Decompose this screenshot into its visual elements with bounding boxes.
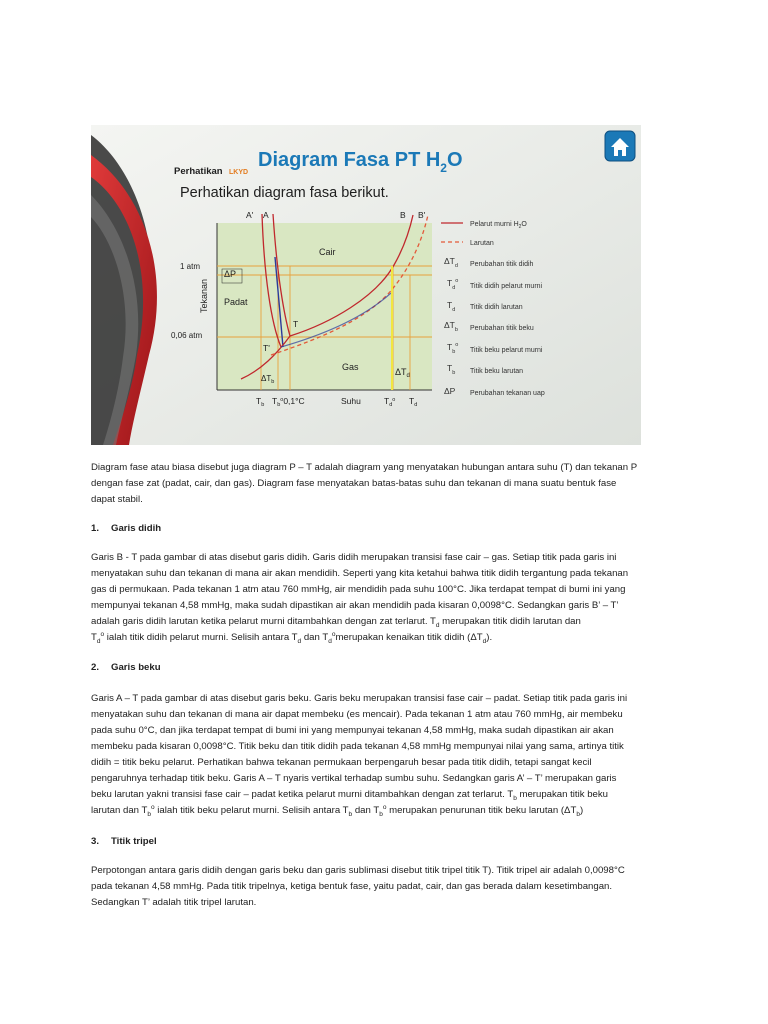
region-solid: Padat: [224, 297, 248, 307]
legend-symbol-8: ΔP: [444, 386, 456, 396]
legend-symbol-3: $T_d^o$: [447, 278, 459, 291]
point-label-a: A: [263, 210, 269, 220]
text-line: menyatakan suhu dan tekanan di mana air akan mendidih. Seperti yang kita ketahui bahwa titik didih tergantung pada tekanan: [91, 568, 629, 579]
legend-symbol-4: $T_d$: [447, 300, 456, 313]
y-tick-006atm: 0,06 atm: [171, 331, 203, 340]
text-line: Garis B - T pada gambar di atas disebut garis didih. Garis didih merupakan transisi fase cair – gas. Setiap titik pada garis ini: [91, 552, 617, 563]
x-axis-label: Suhu: [341, 396, 361, 406]
legend-symbol-6: $T_b^o$: [447, 342, 459, 355]
legend-text-0: Pelarut murni $H_2O$: [470, 221, 527, 230]
section-title: Garis beku: [111, 662, 161, 673]
text-line: gas di permukaan. Pada tekanan 1 atm atau 760 mmHg, air mendidih pada suhu 100°C. Jika terdapat tempat di bumi ini yang: [91, 584, 626, 595]
delta-tb-label: $\Delta T_b$: [261, 374, 275, 385]
point-label-t: T: [293, 319, 299, 329]
brand-text: Perhatikan: [174, 166, 223, 177]
x-tick-tb: $T_b$: [256, 396, 265, 408]
legend-symbol-5: $\Delta T_b$: [444, 320, 458, 333]
slide-title: Diagram Fasa PT $H_2O$: [258, 149, 463, 175]
section-body-2: [91, 691, 679, 819]
section-number: 1.: [91, 523, 100, 534]
text-line: membeku pada kisaran 0,0098°C. Titik beku dan titik didih pada tekanan 4,58 mmHg mempunyai nilai yang sama, artinya titik: [91, 741, 624, 752]
x-tick-td: $T_d$: [409, 396, 418, 408]
text-line: larutan dan $T_b^o$ ialah titik beku pelarut murni. Selisih antara $T_b$ dan $T_b^o$ merupakan penurunan titik beku larutan $(\Delta T_b)$: [91, 803, 584, 818]
section-number: 2.: [91, 662, 100, 673]
point-label-a-prime: A': [246, 210, 254, 220]
section-body-1: [91, 550, 679, 646]
point-label-t-prime: T': [263, 343, 270, 353]
region-liquid: Cair: [319, 247, 336, 257]
legend-symbol-2: $\Delta T_d$: [444, 256, 458, 269]
slide-subtitle: Perhatikan diagram fasa berikut.: [180, 185, 389, 201]
legend-text-1: Larutan: [470, 240, 494, 247]
section-title: Titik tripel: [111, 836, 157, 847]
section-title: Garis didih: [111, 523, 162, 534]
legend-text-6: Titik beku pelarut murni: [470, 347, 543, 354]
text-line: Garis A – T pada gambar di atas disebut garis beku. Garis beku merupakan transisi fase cair – padat. Setiap titik pada garis ini: [91, 693, 628, 704]
text-line: menyatakan suhu dan tekanan di mana air dapat membeku (es mencair). Pada tekanan 1 atm atau 760 mmHg, air membeku: [91, 709, 623, 720]
text-line: mempunyai tekanan 4,58 mmHg, maka sudah dipastikan air akan mendidih pada kisaran 0,0098°C. Sedangkan garis B’ – T’: [91, 600, 619, 611]
text-line: Diagram fase atau biasa disebut juga diagram P – T adalah diagram yang menyatakan hubungan antara suhu (T) dan tekanan P: [91, 462, 638, 473]
section-heading-2: [91, 660, 679, 676]
intro-paragraph: [91, 460, 679, 508]
section-heading-1: [91, 521, 679, 537]
text-line: beku larutan yakni transisi fase cair – padat ketika pelarut murni ditambahkan dengan zat terlarut. $T_b$ merupakan titik beku: [91, 789, 608, 802]
section-body-3: [91, 863, 679, 911]
text-line: pada tekanan 4,58 mmHg. Pada titik tripelnya, ketiga bentuk fase, yaitu padat, cair, dan gas berada dalam kesetimbangan.: [91, 881, 613, 892]
text-line: didih = titik beku pelarut. Perhatikan bahwa tekanan permukaan berpengaruh besar pada titik didih, tetapi sangat kecil: [91, 757, 592, 768]
point-label-b-prime: B': [418, 210, 426, 220]
y-tick-1atm: 1 atm: [180, 262, 201, 271]
legend-text-5: Perubahan titik beku: [470, 325, 534, 332]
phase-diagram-slide: [91, 125, 641, 445]
text-line: adalah garis didih larutan ketika pelarut murni ditambahkan dengan zat terlarut. $T_d$ merupakan titik didih larutan dan: [91, 616, 581, 629]
delta-p-label: ΔP: [224, 269, 237, 279]
text-line: pada suhu 0°C, dan jika terdapat tempat di bumi ini yang mempunyai tekanan 4,58 mmHg, maka sudah dipastikan air akan: [91, 725, 614, 736]
legend-text-2: Perubahan titik didih: [470, 261, 534, 268]
brand-logo: LKYD: [229, 169, 249, 176]
home-icon[interactable]: [605, 131, 635, 161]
text-line: dapat stabil.: [91, 494, 143, 505]
region-gas: Gas: [342, 362, 359, 372]
x-tick-td0: $T_d^o$: [384, 396, 396, 408]
section-number: 3.: [91, 836, 100, 847]
delta-td-label: $\Delta T_d$: [395, 367, 410, 379]
text-line: pengaruhnya terhadap titik beku. Garis A – T nyaris vertikal terhadap sumbu suhu. Sedangkan garis A’ – T’ merupakan garis: [91, 773, 617, 784]
legend-symbol-7: $T_b$: [447, 363, 456, 376]
legend-text-4: Titik didih larutan: [470, 304, 523, 311]
section-heading-3: [91, 834, 679, 850]
x-tick-tb0: $T_b^o0,1^\circ C$: [272, 396, 305, 408]
legend-text-7: Titik beku larutan: [470, 368, 524, 375]
text-line: dengan fase zat (padat, cair, dan gas). Diagram fase menyatakan batas-batas suhu dan tekanan di mana suatu bentuk fase: [91, 478, 617, 489]
point-label-b: B: [400, 210, 406, 220]
y-axis-label: Tekanan: [199, 278, 209, 313]
legend-text-8: Perubahan tekanan uap: [470, 390, 545, 397]
text-line: Perpotongan antara garis didih dengan garis beku dan garis sublimasi disebut titik tripel titik T). Titik tripel air adalah 0,0098°C: [91, 865, 625, 876]
legend-text-3: Titik didih pelarut murni: [470, 283, 543, 290]
text-line: Sedangkan T’ adalah titik tripel larutan.: [91, 897, 257, 908]
text-line: $T_d^o$ ialah titik didih pelarut murni. Selisih antara $T_d$ dan $T_d^omerupakan$ kenaikan titik didih $(\Delta T_d)$.: [91, 630, 493, 645]
